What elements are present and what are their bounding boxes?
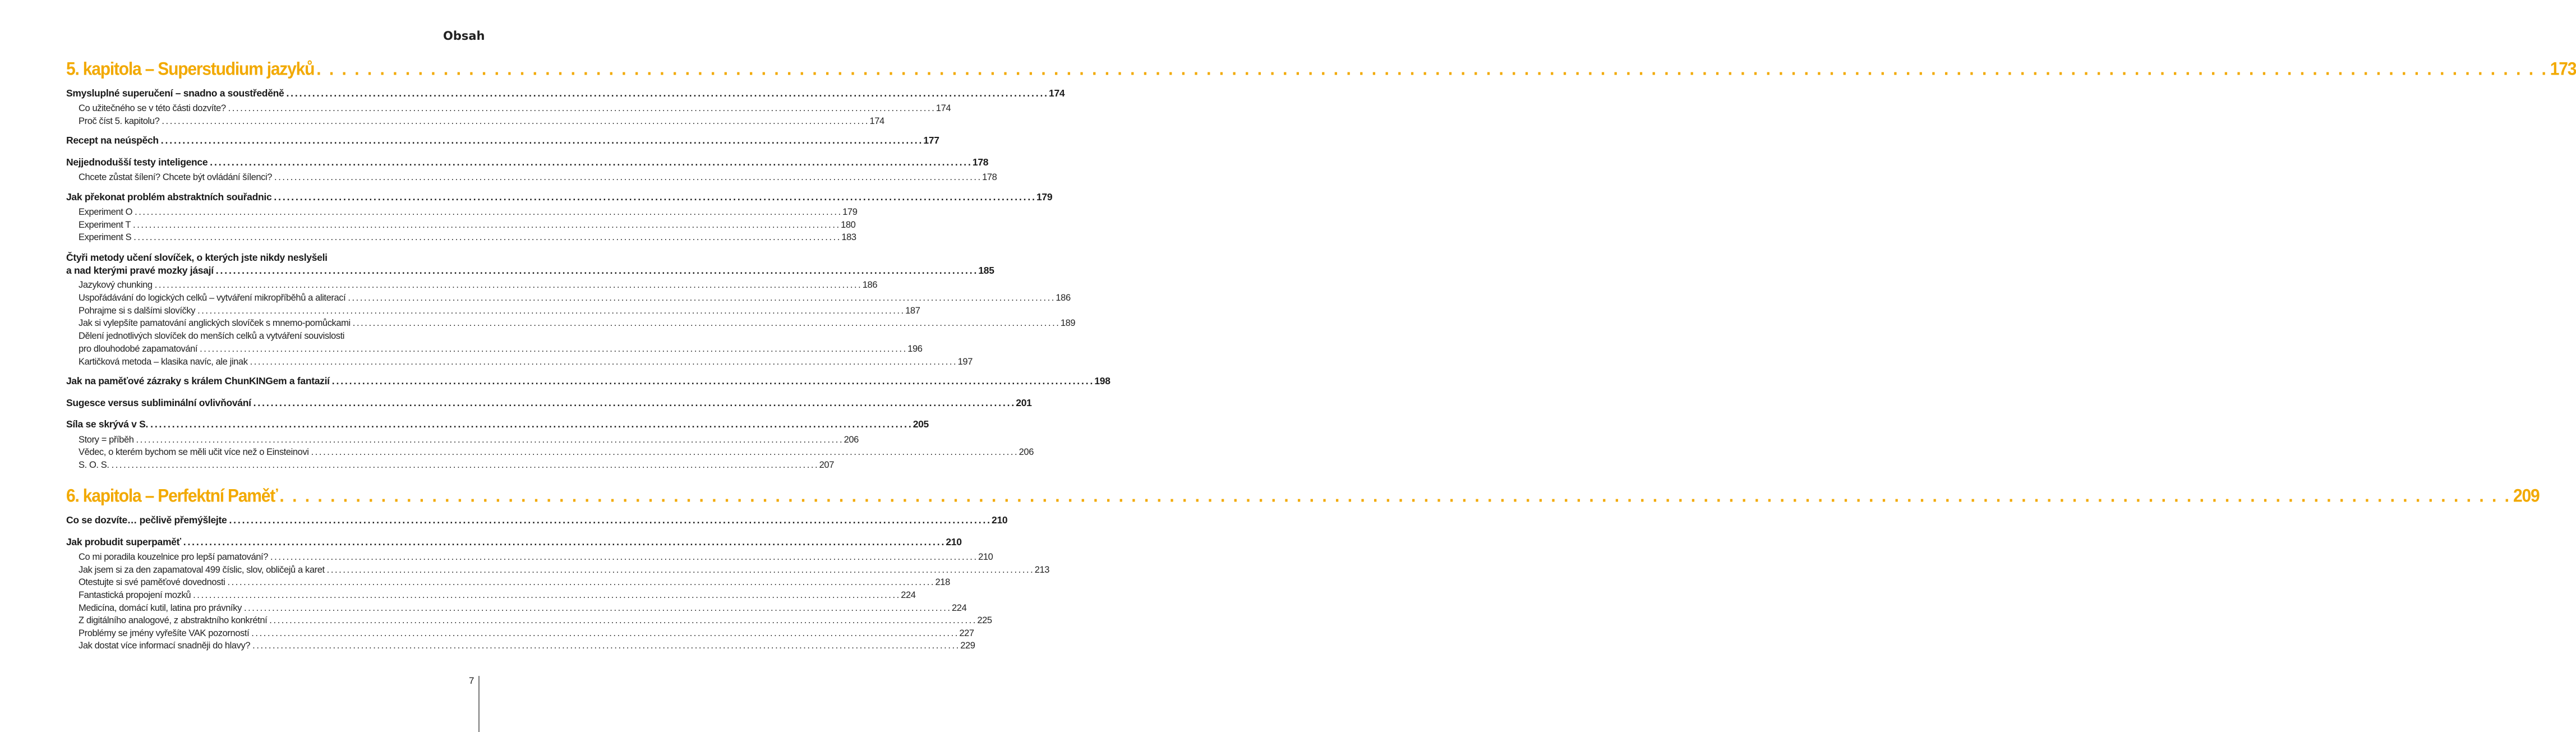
entry-page: 210: [992, 514, 1008, 526]
entry-page: 189: [1060, 318, 1076, 328]
toc-subentry[interactable]: [79, 565, 1050, 576]
toc-section-entry[interactable]: [66, 397, 1032, 409]
entry-title: Experiment S: [79, 232, 132, 242]
leader-dots: [316, 59, 2548, 80]
page-header-title: Obsah: [443, 29, 485, 43]
entry-page: 206: [844, 435, 859, 445]
entry-title: S. O. S.: [79, 460, 109, 470]
entry-page: 174: [869, 116, 884, 126]
leader-dots: [210, 156, 970, 168]
leader-dots: [251, 628, 957, 639]
leader-dots: [348, 293, 1053, 303]
entry-title: Sugesce versus subliminální ovlivňování: [66, 397, 251, 408]
entry-page: 224: [952, 603, 967, 613]
entry-title: Jak probudit superpaměť: [66, 536, 181, 547]
leader-dots: [136, 435, 842, 445]
entry-title: Uspořádávání do logických celků – vytváření mikropříběhů a aliterací: [79, 293, 346, 303]
leader-dots: [279, 486, 2511, 507]
entry-title: Vědec, o kterém bychom se měli učit více než o Einsteinovi: [79, 447, 309, 457]
entry-page: 229: [960, 641, 975, 651]
toc-subentry[interactable]: [79, 447, 1034, 458]
entry-page: 205: [913, 418, 929, 430]
entry-title: a nad kterými pravé mozky jásají: [66, 265, 214, 276]
toc-section-entry[interactable]: [66, 418, 929, 430]
entry-page: 174: [936, 103, 951, 113]
leader-dots: [135, 207, 840, 218]
toc-section-entry[interactable]: [66, 191, 1053, 203]
entry-title: Co se dozvíte… pečlivě přemýšlejte: [66, 514, 227, 526]
entry-title-line1: Čtyři metody učení slovíček, o kterých jste nikdy neslyšeli: [66, 252, 328, 263]
entry-page: 174: [1049, 88, 1065, 99]
entry-title: Recept na neúspěch: [66, 135, 159, 146]
chapter-title: 6. kapitola – Perfektní Paměť: [66, 486, 278, 506]
toc-subentry[interactable]: [79, 306, 920, 316]
entry-title: Kartičková metoda – klasika navíc, ale jinak: [79, 357, 248, 367]
leader-dots: [353, 318, 1058, 329]
toc-subentry[interactable]: [79, 435, 859, 445]
toc-section-entry[interactable]: [66, 375, 1110, 387]
leader-dots: [270, 552, 976, 563]
entry-page: 201: [1016, 397, 1032, 408]
entry-title: Story = příběh: [79, 435, 134, 445]
entry-title: Jazykový chunking: [79, 280, 153, 290]
entry-title: Jak překonat problém abstraktních souřadnic: [66, 191, 272, 202]
leader-dots: [311, 447, 1017, 458]
toc-subentry[interactable]: [79, 628, 974, 639]
entry-page: 178: [982, 172, 997, 182]
page-number: 7: [469, 675, 474, 686]
leader-dots: [193, 590, 898, 601]
entry-title-line1: Dělení jednotlivých slovíček do menších celků a vytváření souvislosti: [79, 331, 345, 341]
toc-subentry[interactable]: [79, 103, 951, 114]
toc-subentry[interactable]: [79, 280, 878, 291]
entry-title: Co mi poradila kouzelnice pro lepší pamatování?: [79, 552, 268, 562]
toc-section-entry[interactable]: [66, 265, 994, 277]
leader-dots: [254, 397, 1014, 409]
toc-subentry[interactable]: [79, 552, 993, 563]
entry-title: Pohrajme si s dalšími slovíčky: [79, 306, 196, 316]
leader-dots: [332, 375, 1093, 387]
toc-subentry[interactable]: [79, 232, 856, 243]
entry-page: 225: [977, 615, 992, 625]
entry-page: 180: [841, 220, 856, 230]
leader-dots: [274, 191, 1034, 203]
entry-title: Experiment O: [79, 207, 133, 217]
entry-title: Co užitečného se v této části dozvíte?: [79, 103, 226, 113]
leader-dots: [155, 280, 860, 291]
entry-page: 210: [978, 552, 993, 562]
leader-dots: [161, 135, 921, 146]
leader-dots: [250, 357, 956, 367]
entry-page: 227: [959, 628, 974, 638]
entry-page: 196: [907, 344, 923, 354]
entry-page: 213: [1034, 565, 1050, 575]
leader-dots: [252, 641, 958, 651]
entry-title: Experiment T: [79, 220, 131, 230]
leader-dots: [183, 536, 944, 548]
toc-section-entry[interactable]: [66, 88, 1065, 99]
leader-dots: [269, 615, 975, 626]
entry-title: Medicína, domácí kutil, latina pro právníky: [79, 603, 242, 613]
entry-page: 210: [946, 536, 962, 547]
chapter-title: 5. kapitola – Superstudium jazyků: [66, 59, 315, 79]
entry-page: 197: [957, 357, 973, 367]
entry-page: 187: [905, 306, 920, 316]
entry-title: Z digitálního analogové, z abstraktního konkrétní: [79, 615, 268, 625]
entry-page: 186: [862, 280, 878, 290]
entry-title: Jak si vylepšíte pamatování anglických slovíček s mnemo-pomůckami: [79, 318, 351, 328]
page-edge-divider: [478, 676, 480, 732]
entry-page: 207: [819, 460, 834, 470]
entry-title: Problémy se jmény vyřešíte VAK pozorností: [79, 628, 250, 638]
entry-title: Síla se skrývá v S.: [66, 418, 149, 430]
entry-title: Otestujte si své paměťové dovednosti: [79, 577, 225, 587]
entry-page: 183: [841, 232, 856, 242]
entry-page: 186: [1056, 293, 1071, 303]
chapter-page: 209: [2513, 486, 2540, 506]
leader-dots: [229, 514, 989, 526]
leader-dots: [112, 460, 817, 471]
entry-page: 177: [923, 135, 939, 146]
entry-page: 224: [901, 590, 916, 600]
entry-page: 179: [1036, 191, 1053, 202]
toc-subentry[interactable]: [79, 318, 1076, 329]
toc-subentry[interactable]: [79, 207, 858, 218]
leader-dots: [133, 220, 838, 231]
leader-dots: [197, 306, 903, 316]
entry-title: Chcete zůstat šílení? Chcete být ovládání šílenci?: [79, 172, 273, 182]
toc-section-entry[interactable]: [66, 135, 939, 146]
leader-dots: [227, 577, 933, 588]
entry-page: 206: [1019, 447, 1034, 457]
leader-dots: [200, 344, 905, 355]
toc-subentry[interactable]: [79, 357, 973, 367]
entry-title: Jak dostat více informací snadněji do hlavy?: [79, 641, 251, 651]
entry-page: 178: [972, 156, 989, 168]
leader-dots: [133, 232, 839, 243]
leader-dots: [274, 172, 980, 183]
entry-title: Nejjednodušší testy inteligence: [66, 156, 208, 168]
toc-subentry[interactable]: [79, 577, 950, 588]
toc-subentry[interactable]: [79, 344, 923, 355]
toc-section-entry[interactable]: [66, 514, 1008, 526]
leader-dots: [216, 265, 976, 277]
toc-subentry[interactable]: [79, 603, 967, 614]
toc-subentry[interactable]: [79, 220, 856, 231]
chapter-page: 173: [2550, 59, 2576, 79]
toc-subentry[interactable]: [79, 590, 916, 601]
entry-title: Jak jsem si za den zapamatoval 499 číslic, slov, obličejů a karet: [79, 565, 325, 575]
toc-section-entry[interactable]: [66, 536, 962, 548]
entry-title: Jak na paměťové zázraky s králem ChunKINGem a fantazií: [66, 375, 330, 386]
entry-page: 198: [1094, 375, 1110, 386]
leader-dots: [244, 603, 950, 614]
leader-dots: [327, 565, 1033, 576]
toc-subentry[interactable]: [79, 641, 975, 651]
leader-dots: [150, 418, 911, 430]
entry-title: Fantastická propojení mozků: [79, 590, 191, 600]
toc-subentry[interactable]: [79, 172, 997, 183]
toc-section-entry[interactable]: [66, 156, 989, 168]
entry-page: 218: [935, 577, 950, 587]
toc-subentry[interactable]: [79, 293, 1071, 303]
entry-title: Smysluplné superučení – snadno a soustředěně: [66, 88, 284, 99]
entry-page: 185: [978, 265, 994, 276]
entry-title: pro dlouhodobé zapamatování: [79, 344, 198, 354]
leader-dots: [286, 88, 1047, 99]
chapter-heading[interactable]: [66, 59, 2576, 80]
entry-title: Proč číst 5. kapitolu?: [79, 116, 160, 126]
toc-subentry[interactable]: [79, 116, 884, 127]
toc-subentry[interactable]: [79, 460, 834, 471]
chapter-heading[interactable]: [66, 486, 2540, 507]
leader-dots: [162, 116, 867, 127]
leader-dots: [228, 103, 934, 114]
entry-page: 179: [842, 207, 858, 217]
toc-subentry[interactable]: [79, 615, 992, 626]
